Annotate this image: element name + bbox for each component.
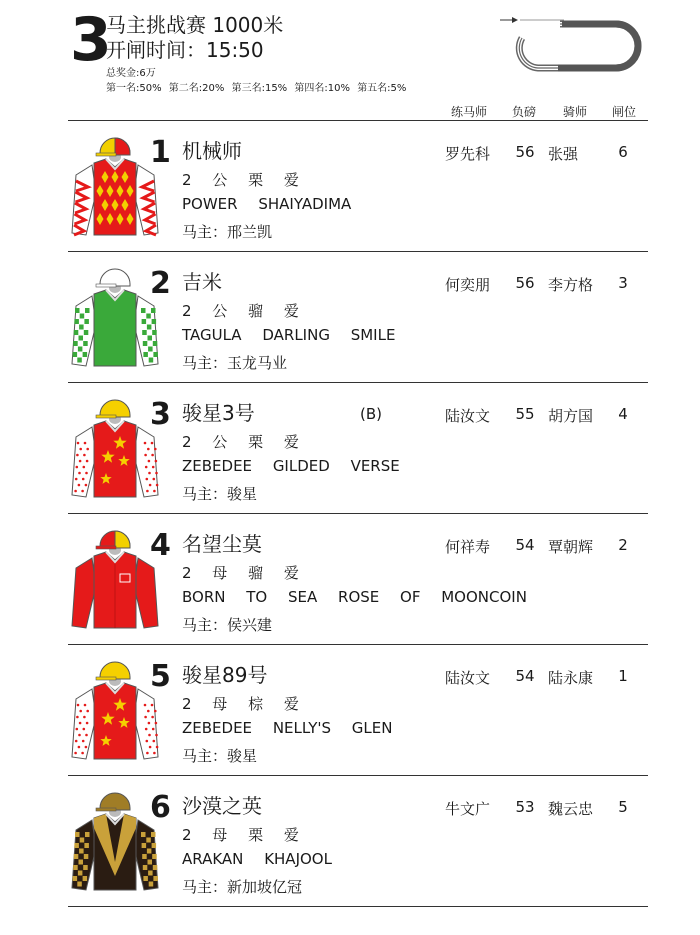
dam: DARLING SMILE xyxy=(262,326,396,344)
race-title: 马主挑战赛 1000米 xyxy=(106,13,284,37)
horse-info: 2 公 栗 爱 xyxy=(182,171,307,189)
prize-2: 第二名:20% xyxy=(168,83,225,94)
horse-name: 机械师 xyxy=(182,139,242,163)
dam: NELLY'S GLEN xyxy=(272,719,393,737)
entry-row xyxy=(0,645,700,776)
jockey: 覃朝辉 xyxy=(548,538,594,556)
pedigree xyxy=(182,588,527,606)
race-number: 3 xyxy=(70,5,112,75)
horse-info: 2 母 棕 爱 xyxy=(182,695,307,713)
draw: 4 xyxy=(618,405,628,423)
horse-info: 2 公 骝 爱 xyxy=(182,302,307,320)
horse-number: 5 xyxy=(150,659,171,694)
horse-number: 3 xyxy=(150,397,171,432)
jockey: 李方格 xyxy=(548,276,594,294)
owner: 马主：邢兰凯 xyxy=(182,223,273,241)
draw: 6 xyxy=(618,143,628,161)
column-jockey: 骑师 xyxy=(563,105,588,119)
entry-row xyxy=(0,514,700,645)
track-map-icon xyxy=(498,10,648,76)
horse-name: 骏星89号 xyxy=(182,663,268,687)
pedigree xyxy=(182,457,400,475)
column-draw: 闸位 xyxy=(612,105,637,119)
horse-name: 名望尘莫 xyxy=(182,532,262,556)
pedigree xyxy=(182,326,395,344)
entry-row xyxy=(0,776,700,907)
horse-name: 沙漠之英 xyxy=(182,794,262,818)
sire: TAGULA xyxy=(182,326,242,344)
draw: 1 xyxy=(618,667,628,685)
equipment-badge: (B) xyxy=(360,405,382,423)
prize-5: 第五名:5% xyxy=(357,83,407,94)
prize-1: 第一名:50% xyxy=(106,83,162,94)
pedigree xyxy=(182,195,351,213)
race-start-time: 开闸时间：15:50 xyxy=(106,38,264,62)
jockey: 胡方国 xyxy=(548,407,594,425)
owner: 马主：新加坡亿冠 xyxy=(182,878,303,896)
pedigree xyxy=(182,719,393,737)
weight: 56 xyxy=(515,274,535,292)
dam: ROSE OF MOONCOIN xyxy=(338,588,527,606)
entry-row xyxy=(0,121,700,252)
jockey-silks-icon xyxy=(70,260,160,372)
column-weight: 负磅 xyxy=(512,105,537,119)
dam: KHAJOOL xyxy=(264,850,332,868)
jockey-silks-icon xyxy=(70,784,160,896)
horse-number: 2 xyxy=(150,266,171,301)
weight: 53 xyxy=(515,798,535,816)
sire: ZEBEDEE xyxy=(182,457,253,475)
jockey: 陆永康 xyxy=(548,669,594,687)
draw: 5 xyxy=(618,798,628,816)
race-purse: 总奖金:6万 xyxy=(106,68,156,79)
entry-row xyxy=(0,383,700,514)
jockey-silks-icon xyxy=(70,653,160,765)
trainer: 陆汝文 xyxy=(445,669,491,687)
weight: 55 xyxy=(515,405,535,423)
horse-info: 2 母 栗 爱 xyxy=(182,826,307,844)
sire: POWER xyxy=(182,195,238,213)
sire: ZEBEDEE xyxy=(182,719,253,737)
horse-info: 2 公 栗 爱 xyxy=(182,433,307,451)
prize-4: 第四名:10% xyxy=(294,83,350,94)
owner: 马主：侯兴建 xyxy=(182,616,273,634)
trainer: 罗先科 xyxy=(445,145,491,163)
weight: 56 xyxy=(515,143,535,161)
pedigree xyxy=(182,850,332,868)
jockey-silks-icon xyxy=(70,391,160,503)
sire: ARAKAN xyxy=(182,850,244,868)
draw: 2 xyxy=(618,536,628,554)
horse-name: 吉米 xyxy=(182,270,222,294)
owner: 马主：玉龙马业 xyxy=(182,354,288,372)
trainer: 牛文广 xyxy=(445,800,491,818)
trainer: 何祥寿 xyxy=(445,538,491,556)
owner: 马主：骏星 xyxy=(182,747,258,765)
weight: 54 xyxy=(515,536,535,554)
weight: 54 xyxy=(515,667,535,685)
jockey: 张强 xyxy=(548,145,579,163)
owner: 马主：骏星 xyxy=(182,485,258,503)
horse-number: 6 xyxy=(150,790,171,825)
jockey-silks-icon xyxy=(70,522,160,634)
jockey: 魏云忠 xyxy=(548,800,594,818)
jockey-silks-icon xyxy=(70,129,160,241)
column-trainer: 练马师 xyxy=(451,105,488,119)
sire: BORN TO SEA xyxy=(182,588,318,606)
horse-number: 1 xyxy=(150,135,171,170)
horse-number: 4 xyxy=(150,528,171,563)
prize-3: 第三名:15% xyxy=(231,83,288,94)
trainer: 何奕朋 xyxy=(445,276,491,294)
prize-breakdown xyxy=(106,79,406,94)
dam: GILDED VERSE xyxy=(272,457,400,475)
horse-name: 骏星3号 xyxy=(182,401,255,425)
draw: 3 xyxy=(618,274,628,292)
trainer: 陆汝文 xyxy=(445,407,491,425)
entry-row xyxy=(0,252,700,383)
horse-info: 2 母 骝 爱 xyxy=(182,564,307,582)
dam: SHAIYADIMA xyxy=(258,195,352,213)
